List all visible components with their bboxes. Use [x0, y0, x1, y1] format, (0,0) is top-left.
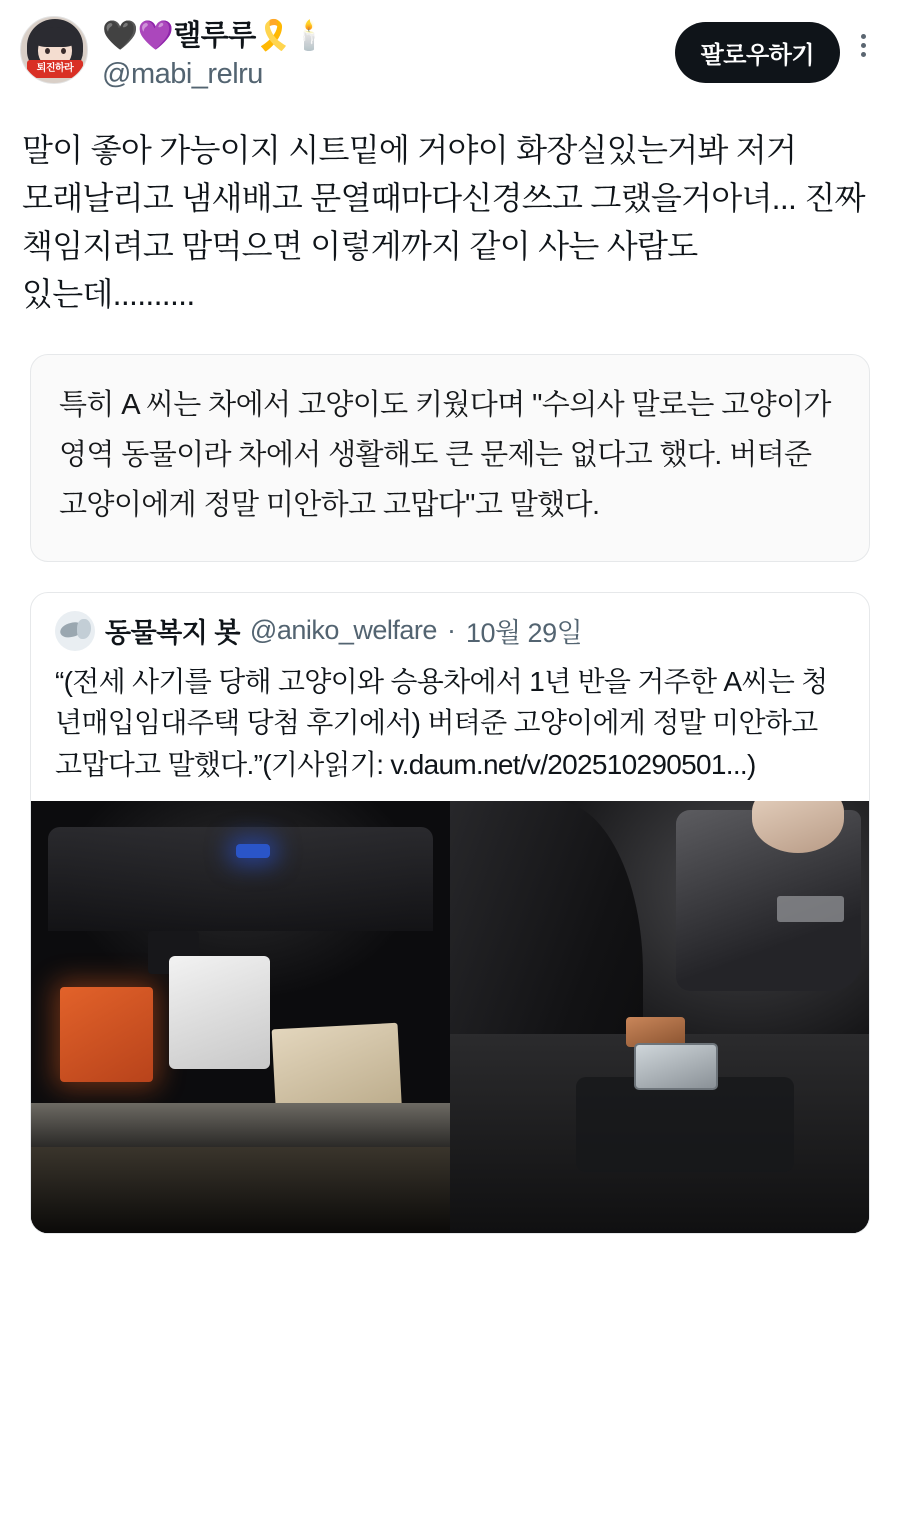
quoted-tweet-card[interactable]	[30, 592, 870, 1234]
more-options-icon[interactable]	[846, 22, 880, 68]
quoted-tweet-text: “(전세 사기를 당해 고양이와 승용차에서 1년 반을 거주한 A씨는 청년매입임대주택 당첨 후기에서) 버텨준 고양이에게 정말 미안하고 고맙다고 말했다.”(기사읽기: v.daum.net/v/202510290501...)	[55, 665, 828, 780]
more-dot-1	[861, 34, 866, 39]
interior-floor-mat	[576, 1077, 794, 1172]
trunk-frame	[48, 827, 433, 931]
media-image-interior[interactable]	[450, 801, 869, 1233]
interior-litter-container	[634, 1043, 718, 1091]
trunk-white-case	[169, 956, 270, 1068]
quoted-handle: @aniko_welfare	[249, 615, 437, 646]
header-actions	[675, 16, 880, 83]
display-name: 🖤💜랠루루🎗️🕯️	[102, 20, 327, 52]
quoted-article-box: 특히 A 씨는 차에서 고양이도 키웠다며 "수의사 말로는 고양이가 영역 동물이라 차에서 생활해도 큰 문제는 없다고 했다. 버텨준 고양이에게 정말 미안하고 고맙다"고 말했다.	[30, 354, 870, 562]
quoted-tweet-header	[31, 593, 869, 655]
avatar[interactable]	[20, 16, 88, 84]
bottom-spacer	[0, 1234, 900, 1264]
account-info	[88, 16, 675, 94]
cat-avatar-icon[interactable]	[55, 611, 95, 651]
quoted-media-grid	[31, 801, 869, 1233]
quoted-date: 10월 29일	[465, 618, 583, 649]
trunk-blue-light	[236, 844, 270, 858]
media-image-trunk[interactable]	[31, 801, 450, 1233]
tweet-text: 말이 좋아 가능이지 시트밑에 거야이 화장실있는거봐 저거 모래날리고 냄새배고 문열때마다신경쓰고 그랬을거아녀... 진짜 책임지려고 맘먹으면 이렇게까지 같이 사는 사람도 있는데..........	[22, 132, 865, 312]
cat-avatar-shape-2	[77, 619, 91, 639]
tweet-header	[0, 0, 900, 116]
more-dot-3	[861, 52, 866, 57]
follow-button[interactable]: 팔로우하기	[675, 22, 840, 83]
avatar-eye-left	[45, 48, 50, 54]
account-handle: @mabi_relru	[102, 58, 263, 91]
quoted-separator: ·	[446, 615, 456, 646]
interior-vent	[777, 896, 844, 922]
more-dot-2	[861, 43, 866, 48]
avatar-badge: 퇴진하라	[27, 60, 83, 78]
avatar-fringe	[34, 27, 76, 47]
quoted-display-name: 동물복지 봇	[105, 618, 240, 649]
trunk-ledge	[31, 1103, 450, 1146]
avatar-eye-right	[61, 48, 66, 54]
trunk-orange-object	[60, 987, 152, 1082]
trunk-ground	[31, 1147, 450, 1233]
